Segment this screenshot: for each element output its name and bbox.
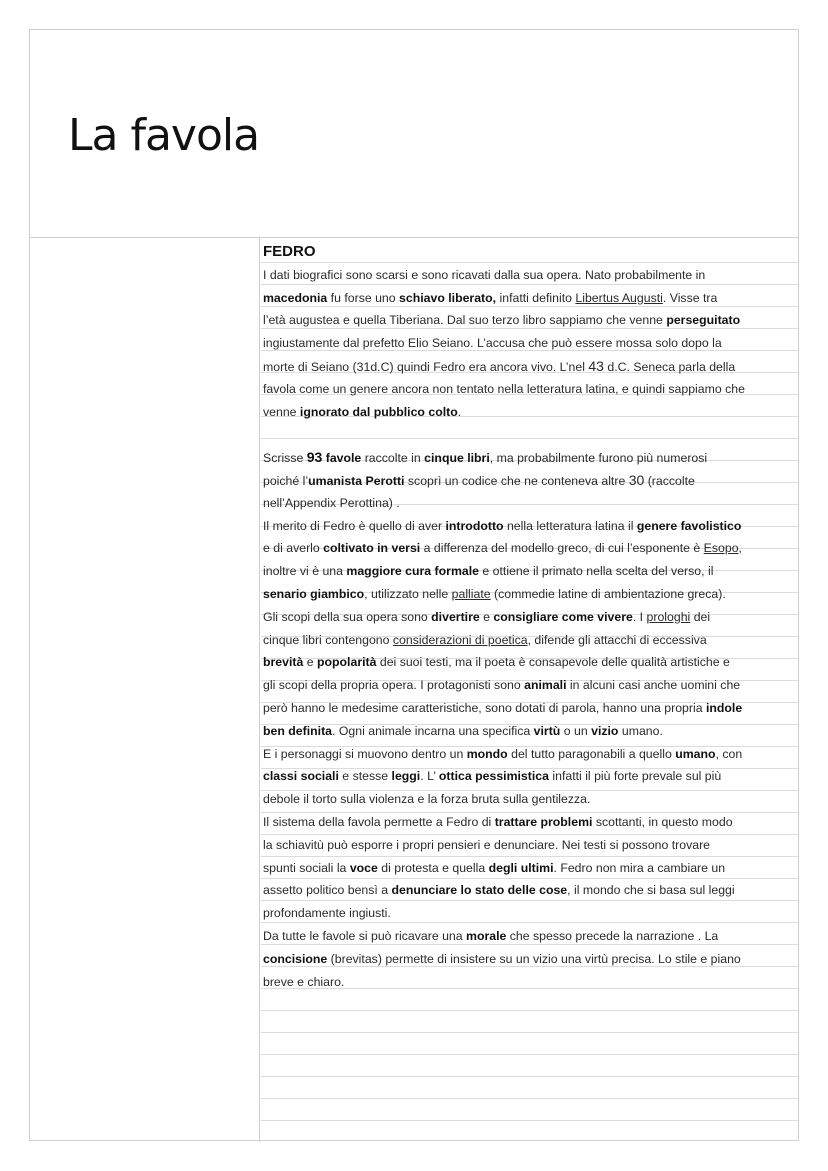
text-line xyxy=(261,720,798,743)
text-line xyxy=(261,902,798,925)
text-span: (brevitas) permette di insistere su un vizio una virtù precisa. Lo stile e piano xyxy=(327,951,741,966)
bold-text: schiavo liberato, xyxy=(399,290,497,305)
text-span: , difende gli attacchi di eccessiva xyxy=(527,632,707,647)
page-title: La favola xyxy=(68,110,260,161)
text-span: . Visse tra xyxy=(662,290,718,305)
text-span: Gli scopi della sua opera sono xyxy=(263,609,432,624)
text-span: infatti il più forte prevale sul più xyxy=(548,769,722,784)
text-line xyxy=(261,560,798,583)
underlined-text: considerazioni di poetica xyxy=(392,632,528,647)
bold-text: ignorato dal pubblico colto xyxy=(299,404,458,419)
text-line xyxy=(261,765,798,788)
text-span: nella letteratura latina il xyxy=(503,518,637,533)
bold-text: denunciare lo stato delle cose xyxy=(391,883,568,898)
text-span: profondamente ingiusti. xyxy=(263,906,391,921)
text-span: e xyxy=(479,609,494,624)
text-span: 43 xyxy=(588,357,604,374)
text-span: , utilizzato nelle xyxy=(364,586,452,601)
bold-text: voce xyxy=(349,860,378,875)
text-line xyxy=(261,606,798,629)
text-span: , ma probabilmente furono più numerosi xyxy=(489,451,708,466)
notes-page xyxy=(29,29,799,1141)
bold-text: ben definita xyxy=(263,723,333,738)
text-line xyxy=(261,743,798,766)
bold-text: morale xyxy=(466,928,507,943)
underlined-text: palliate xyxy=(451,586,491,601)
text-span: , con xyxy=(715,746,743,761)
text-span: I dati biografici sono scarsi e sono ricavati dalla sua opera. Nato probabilmente in xyxy=(263,267,706,282)
text-line xyxy=(261,515,798,538)
text-span: umano. xyxy=(618,723,663,738)
text-span: . L’ xyxy=(420,769,439,784)
text-line xyxy=(261,925,798,948)
text-line xyxy=(261,629,798,652)
text-line xyxy=(261,378,798,401)
text-line xyxy=(261,537,798,560)
text-line xyxy=(261,309,798,332)
text-span: . I xyxy=(632,609,647,624)
text-span: però hanno le medesime caratteristiche, sono dotati di parola, hanno una propria xyxy=(263,700,706,715)
text-span: . Ogni animale incarna una specifica xyxy=(332,723,534,738)
bold-text: indole xyxy=(705,700,743,715)
text-span: fu forse uno xyxy=(327,290,400,305)
text-span: Scrisse xyxy=(263,451,307,466)
bold-text: degli ultimi xyxy=(488,860,554,875)
text-line xyxy=(261,355,798,378)
text-span: . Fedro non mira a cambiare un xyxy=(553,860,726,875)
text-span: e di averlo xyxy=(263,541,324,556)
bold-text: maggiore cura formale xyxy=(346,564,479,579)
text-line xyxy=(261,811,798,834)
text-span: breve e chiaro. xyxy=(263,974,345,989)
bold-text: senario giambico xyxy=(263,586,365,601)
text-line xyxy=(261,674,798,697)
text-span: debole il torto sulla violenza e la forza bruta sulla gentilezza. xyxy=(263,792,591,807)
notes-body xyxy=(30,238,798,1142)
text-span: scoprì un codice che ne conteneva altre xyxy=(404,473,629,488)
underlined-text: Esopo xyxy=(703,541,739,556)
text-line xyxy=(261,423,798,446)
text-span: scottanti, in questo modo xyxy=(592,814,733,829)
bold-text: favole xyxy=(322,451,362,466)
text-line xyxy=(261,788,798,811)
text-line xyxy=(261,492,798,515)
text-line xyxy=(261,651,798,674)
bold-text: introdotto xyxy=(445,518,504,533)
text-line xyxy=(261,857,798,880)
bold-text: vizio xyxy=(591,723,619,738)
text-span: di protesta e quella xyxy=(377,860,489,875)
text-span: (raccolte xyxy=(644,473,695,488)
cue-column xyxy=(30,238,260,1142)
text-span: , xyxy=(738,541,742,556)
text-span: favola come un genere ancora non tentato nella letteratura latina, e quindi sappiamo che xyxy=(263,381,745,396)
text-span: la schiavitù può esporre i propri pensieri e denunciare. Nei testi si possono trovare xyxy=(263,837,711,852)
text-span: raccolte in xyxy=(361,451,425,466)
bold-text: trattare problemi xyxy=(494,814,593,829)
bold-text: macedonia xyxy=(263,290,328,305)
bold-text: divertire xyxy=(431,609,480,624)
bold-text: cinque libri xyxy=(424,451,490,466)
text-line xyxy=(261,948,798,971)
text-span: E i personaggi si muovono dentro un xyxy=(263,746,467,761)
bold-text: consigliare come vivere xyxy=(493,609,633,624)
bold-text: coltivato in versi xyxy=(323,541,421,556)
bold-text: popolarità xyxy=(317,655,377,670)
text-span: gli scopi della propria opera. I protagonisti sono xyxy=(263,678,525,693)
text-span: l’età augustea e quella Tiberiana. Dal suo terzo libro sappiamo che venne xyxy=(263,313,667,328)
text-span: ingiustamente dal prefetto Elio Seiano. L’accusa che può essere mossa solo dopo la xyxy=(263,336,722,351)
text-span: cinque libri contengono xyxy=(263,632,393,647)
text-span: del tutto paragonabili a quello xyxy=(507,746,676,761)
text-line xyxy=(261,287,798,310)
bold-text: genere favolistico xyxy=(636,518,742,533)
bold-text: umanista Perotti xyxy=(308,473,405,488)
text-span: nell’Appendix Perottina) . xyxy=(263,495,400,510)
text-span: dei suoi testi, ma il poeta è consapevole delle qualità artistiche e xyxy=(376,655,730,670)
paragraph-lines xyxy=(261,264,798,994)
bold-text: perseguitato xyxy=(666,313,741,328)
text-line xyxy=(261,264,798,287)
text-span: poiché l’ xyxy=(263,473,309,488)
bold-text: classi sociali xyxy=(263,769,339,784)
text-span: venne xyxy=(263,404,300,419)
text-span: infatti definito xyxy=(496,290,576,305)
underlined-text: Libertus Augusti xyxy=(575,290,663,305)
text-line xyxy=(261,469,798,492)
text-span: che spesso precede la narrazione . La xyxy=(506,928,719,943)
bold-text: animali xyxy=(524,678,567,693)
text-span: in alcuni casi anche uomini che xyxy=(566,678,741,693)
text-span: morte di Seiano (31d.C) quindi Fedro era ancora vivo. L’nel xyxy=(263,359,589,374)
text-span: Da tutte le favole si può ricavare una xyxy=(263,928,467,943)
bold-text: leggi xyxy=(391,769,421,784)
text-span: (commedie latine di ambientazione greca). xyxy=(490,586,726,601)
text-line xyxy=(261,583,798,606)
text-line xyxy=(261,697,798,720)
text-span: assetto politico bensì a xyxy=(263,883,392,898)
text-span: Il merito di Fedro è quello di aver xyxy=(263,518,446,533)
text-span: o un xyxy=(560,723,592,738)
bold-text: mondo xyxy=(466,746,508,761)
section-heading: FEDRO xyxy=(263,243,316,260)
text-line xyxy=(261,332,798,355)
text-line xyxy=(261,401,798,424)
underlined-text: prologhi xyxy=(646,609,691,624)
text-span: dei xyxy=(690,609,711,624)
bold-text: umano xyxy=(675,746,716,761)
bold-text: 93 xyxy=(306,449,323,466)
header-area xyxy=(30,30,798,238)
text-line xyxy=(261,971,798,994)
bold-text: brevità xyxy=(263,655,304,670)
text-span: e xyxy=(303,655,318,670)
text-line xyxy=(261,446,798,469)
text-span: e ottiene il primato nella scelta del verso, il xyxy=(478,564,714,579)
text-line xyxy=(261,879,798,902)
bold-text: virtù xyxy=(533,723,561,738)
notes-column xyxy=(261,241,798,1136)
text-span: d.C. Seneca parla della xyxy=(603,359,736,374)
text-span: spunti sociali la xyxy=(263,860,350,875)
text-span: Il sistema della favola permette a Fedro di xyxy=(263,814,495,829)
bold-text: ottica pessimistica xyxy=(438,769,549,784)
text-span: 30 xyxy=(628,471,645,488)
text-span: , il mondo che si basa sul leggi xyxy=(567,883,735,898)
text-span: e stesse xyxy=(338,769,392,784)
text-span: a differenza del modello greco, di cui l’esponente è xyxy=(420,541,704,556)
text-line xyxy=(261,834,798,857)
bold-text: concisione xyxy=(263,951,328,966)
text-span: inoltre vi è una xyxy=(263,564,347,579)
text-span: . xyxy=(457,404,462,419)
